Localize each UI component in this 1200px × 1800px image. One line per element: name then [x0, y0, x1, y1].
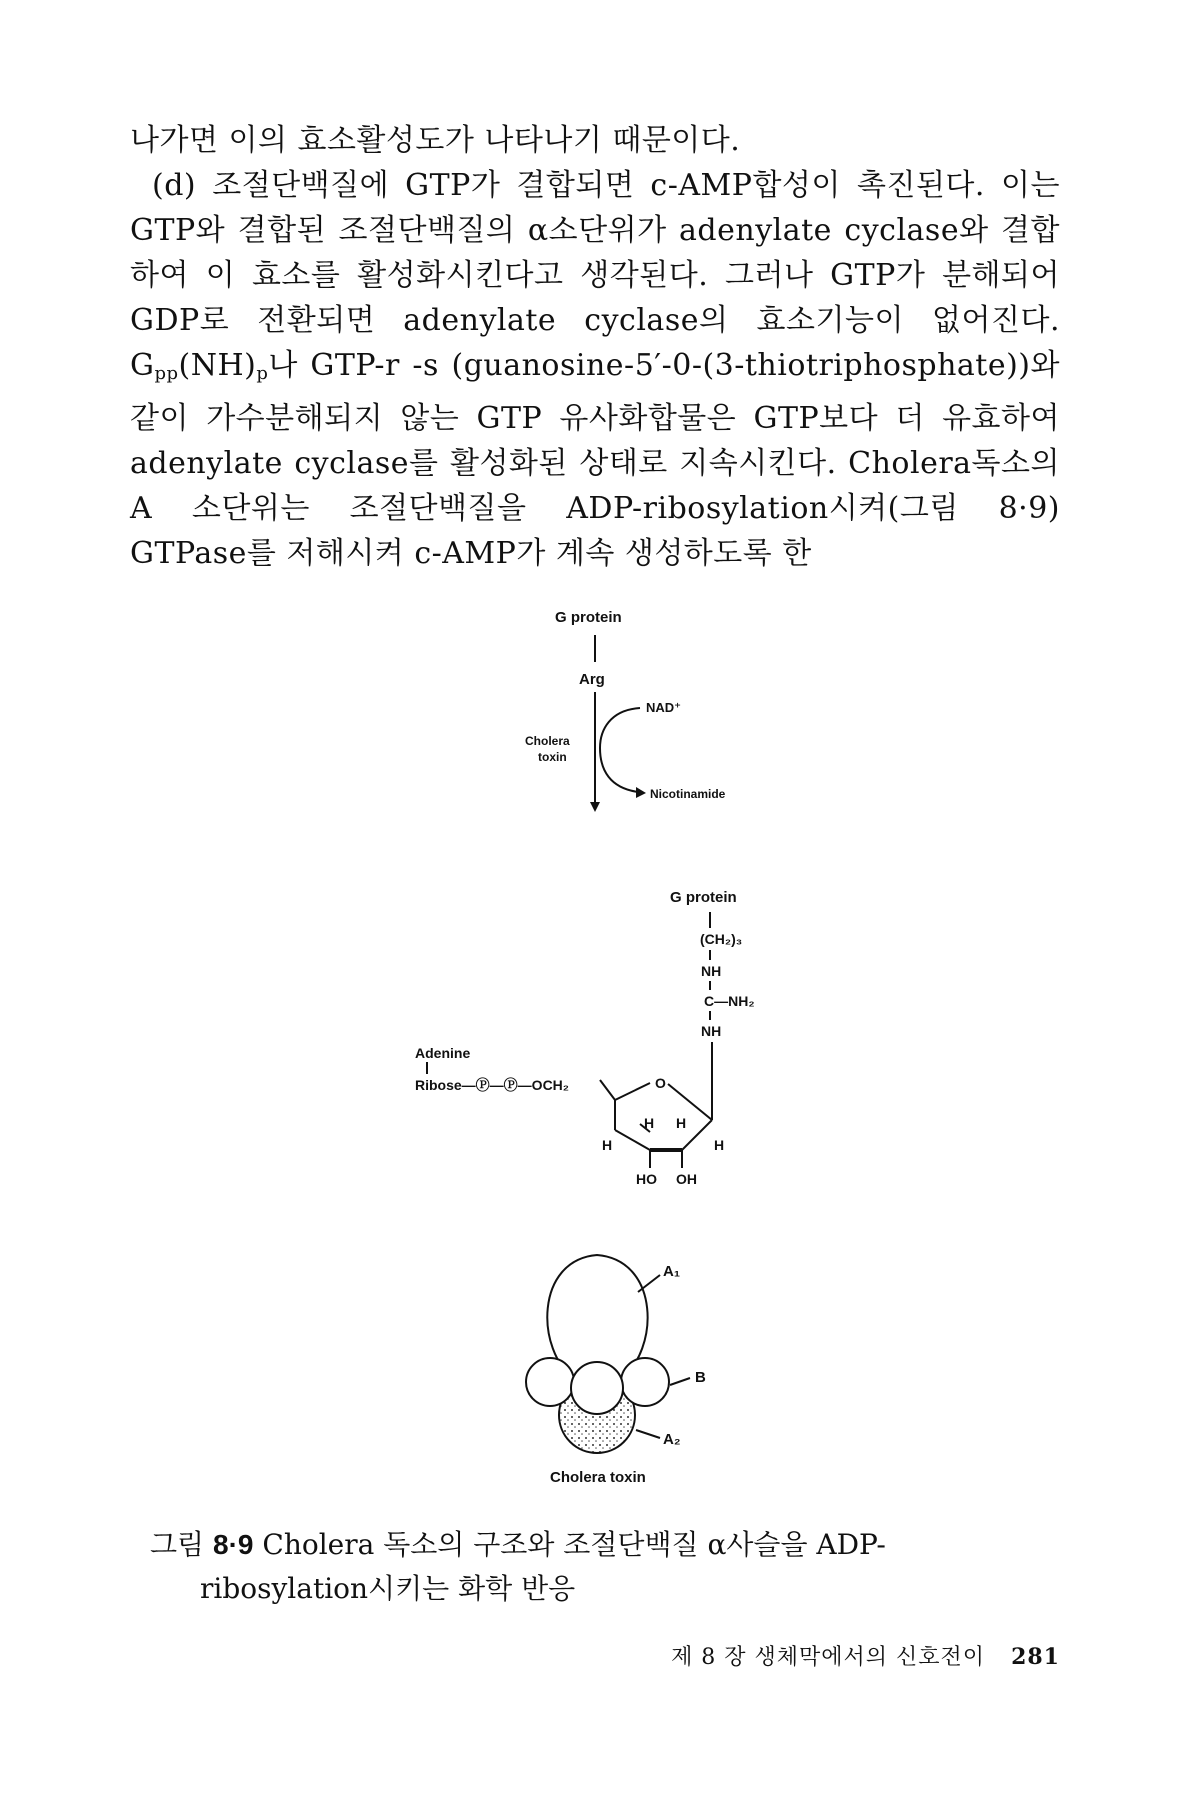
structure-oh: OH — [676, 1171, 697, 1187]
toxin-title: Cholera toxin — [550, 1469, 646, 1486]
structure-ch2-3: (CH₂)₃ — [700, 931, 743, 947]
structure-ring-right-bottom — [682, 1120, 712, 1150]
reaction-nad-label: NAD⁺ — [646, 700, 682, 715]
structure-adenine: Adenine — [415, 1045, 471, 1061]
reaction-curve — [600, 708, 640, 792]
gpp-formula — [130, 348, 268, 383]
figure-caption — [150, 1523, 1050, 1611]
caption-text-1: Cholera 독소의 구조와 조절단백질 α사슬을 ADP- — [262, 1528, 886, 1561]
reaction-main-arrowhead — [590, 802, 600, 812]
structure-nh-1: NH — [701, 963, 722, 979]
toxin-a2-pointer — [636, 1430, 660, 1438]
structure-c-nh2: C—NH₂ — [704, 993, 755, 1009]
reaction-curve-arrowhead — [636, 787, 646, 798]
structure-ring-o-right — [668, 1084, 712, 1120]
cholera-toxin-model — [500, 1240, 760, 1490]
structure-ribose-chain: Ribose—Ⓟ—Ⓟ—OCH₂ — [415, 1077, 570, 1093]
reaction-top-label: G protein — [555, 609, 622, 626]
structure-nh-2: NH — [701, 1023, 722, 1039]
gpp-sub: pp — [154, 363, 179, 384]
structure-h-right: H — [714, 1137, 725, 1153]
reaction-toxin-label-2: toxin — [538, 750, 567, 764]
paragraph-2 — [130, 163, 1060, 576]
caption-number: 8·9 — [213, 1529, 254, 1560]
structure-h-inner-right: H — [676, 1115, 687, 1131]
structure-ring-left-bottom — [615, 1130, 650, 1150]
adp-ribosyl-structure — [400, 880, 820, 1190]
paragraph-2-text: (d) 조절단백질에 GTP가 결합되면 c-AMP합성이 촉진된다. 이는 GTP와 결합된 조절단백질의 α소단위가 adenylate cyclase와 결합하여 이 효소를 활성화시킨다고 생각된다. 그러나 GTP가 분해되어 GDP로 전환되면 adenylate cyclase의 효소기능이 없어진다. — [130, 168, 1060, 338]
structure-h-left: H — [602, 1137, 613, 1153]
toxin-b-label: B — [695, 1369, 706, 1386]
structure-ho: HO — [636, 1171, 657, 1187]
structure-ring-o: O — [655, 1075, 666, 1091]
toxin-b-subunit-right — [621, 1358, 669, 1406]
reaction-product-label: Nicotinamide — [650, 787, 726, 801]
paragraph-2-cont: 나 GTP-r -s (guanosine-5′-0-(3-thiotriphosphate))와 같이 가수분해되지 않는 GTP 유사화합물은 GTP보다 더 유효하여 adenylate cyclase를 활성화된 상태로 지속시킨다. Cholera독소의 A 소단위는 조절단백질을 ADP-ribosylation시켜(그림 8·9) GTPase를 저해시켜 c-AMP가 계속 생성하도록 한 — [130, 348, 1060, 571]
toxin-a1-label: A₁ — [663, 1263, 681, 1280]
toxin-b-subunit-center — [571, 1362, 623, 1414]
reaction-scheme — [450, 600, 790, 815]
caption-label: 그림 — [150, 1528, 205, 1561]
toxin-a2-label: A₂ — [663, 1431, 681, 1448]
structure-ring-upper — [600, 1080, 650, 1100]
gpp-g: G — [130, 348, 155, 383]
toxin-b-pointer — [670, 1378, 690, 1385]
page-footer — [630, 1640, 1060, 1671]
page-number: 281 — [1011, 1644, 1060, 1670]
gpp-rest: (NH) — [178, 348, 257, 383]
structure-g-protein: G protein — [670, 889, 737, 906]
gpp-sub2: p — [256, 363, 269, 384]
reaction-toxin-label-1: Cholera — [525, 734, 570, 748]
structure-h-inner-left: H — [644, 1115, 655, 1131]
body-text — [130, 118, 1060, 576]
toxin-b-subunit-left — [526, 1358, 574, 1406]
reaction-arg-label: Arg — [579, 671, 605, 688]
paragraph-1: 나가면 이의 효소활성도가 나타나기 때문이다. — [130, 123, 741, 158]
caption-text-2: ribosylation시키는 화학 반응 — [200, 1572, 576, 1605]
footer-chapter: 제 8 장 생체막에서의 신호전이 — [671, 1645, 986, 1670]
